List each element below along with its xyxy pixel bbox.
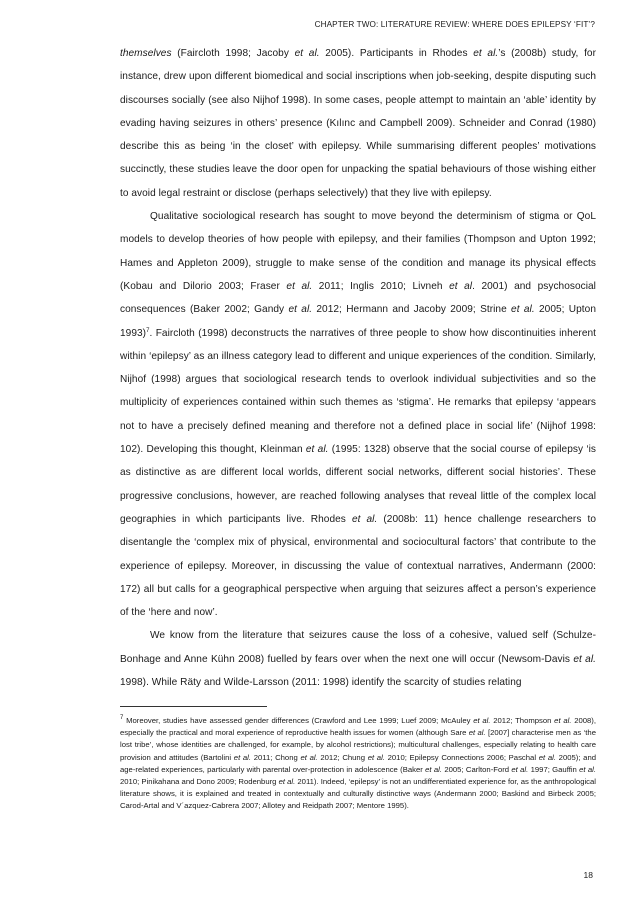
footnote-reference: 7 bbox=[146, 327, 150, 334]
italic-text: et al. bbox=[511, 764, 529, 774]
text-run: 2008), especially the practical and moral experience of reproductive health issues for women (although Sare bbox=[120, 716, 596, 738]
italic-text: et al. bbox=[468, 728, 486, 738]
italic-text: et al. bbox=[554, 716, 572, 725]
italic-text: et al. bbox=[351, 513, 378, 525]
italic-text: et al. bbox=[294, 48, 320, 59]
text-run: 2005; Carlton-Ford bbox=[442, 764, 512, 774]
italic-text: et al. bbox=[300, 752, 318, 762]
footnote-marker: 7 bbox=[120, 715, 124, 721]
text-run: 2012; Chung bbox=[317, 752, 368, 762]
text-run: 2011; Chong bbox=[251, 752, 301, 762]
text-run: ’s (2008b) study, for instance, drew upon different biomedical and social inscriptions when job-seeking, despite disputing such discourses socially (see also Nijhof 1998). In some cases, people attempt to maintain an ‘able’ identity by evading having seizures in others’ presence (Kılınc and Campbell 2009). Schneider and Conrad (1980) describe this as being ‘in the closet’ with epilepsy. While summarising different peoples’ motivations succinctly, these studies leave the door open for unpacking the spatial behaviours of those wishing either to avoid legal restraint or disclose (perhaps selectively) that they live with epilepsy. bbox=[120, 48, 596, 199]
italic-text: et al. bbox=[473, 48, 499, 59]
text-run: 2011). Indeed, ‘epilepsy’ is not an undifferentiated experience for, as the anthropological literature shows, it is explained and treated in contextually and culturally distinctive ways (Andermann 2000; Baskind and Birbeck 2005; Carod-Artal and V´azquez-Cabrera 2007; Allotey and Reidpath 2007; Mentore 1995). bbox=[120, 777, 597, 811]
text-run: 1998). While Räty and Wilde-Larsson (2011: 1998) identify the scarcity of studies relating bbox=[120, 677, 522, 689]
text-run: 2010; Epilepsy Connections 2006; Paschal bbox=[384, 752, 539, 762]
italic-text: et al. bbox=[286, 280, 313, 292]
text-run: . 2001) and psychosocial consequences (Baker 2002; Gandy bbox=[120, 280, 596, 316]
italic-text: et al. bbox=[288, 304, 313, 316]
text-run: (2008b: 11) hence challenge researchers to disentangle the ‘complex mix of physical, environmental and sociocultural factors’ that contribute to the experience of epilepsy. Moreover, in discussing the value of contextual narratives, Andermann (2000: 172) all but calls for a geographical perspective when arguing that seizures affect a person’s experience of the ‘here and now’. bbox=[120, 513, 597, 619]
text-run: 2012; Thompson bbox=[490, 716, 555, 725]
text-run: 2010; Pinikahana and Dono 2009; Rodenburg bbox=[120, 777, 279, 787]
italic-text: et al. bbox=[425, 764, 443, 774]
paragraph bbox=[120, 624, 596, 694]
italic-text: et al. bbox=[278, 777, 296, 787]
italic-text: et al. bbox=[538, 752, 556, 762]
text-run: 2005); and age-related experiences, particularly with parental over-protection in adolescence (Baker bbox=[120, 752, 596, 774]
text-run: Moreover, studies have assessed gender differences (Crawford and Lee 1999; Luef 2009; McAuley bbox=[123, 716, 474, 725]
text-run: 1997; Gauffin bbox=[528, 764, 580, 774]
text-run: 2011; Inglis 2010; Livneh bbox=[312, 280, 450, 292]
page-number: 18 bbox=[583, 870, 593, 880]
text-run: (Faircloth 1998; Jacoby bbox=[171, 48, 295, 59]
italic-text: et al. bbox=[367, 752, 385, 762]
body-text bbox=[120, 42, 596, 694]
italic-text: themselves bbox=[120, 48, 172, 59]
italic-text: et al. bbox=[579, 764, 597, 774]
italic-text: et al. bbox=[233, 752, 252, 762]
running-header: CHAPTER TWO: LITERATURE REVIEW: WHERE DOES EPILEPSY ‘FIT’? bbox=[314, 20, 595, 29]
text-run: 2005). Participants in Rhodes bbox=[319, 48, 474, 59]
text-run: . Faircloth (1998) deconstructs the narratives of three people to show how discontinuities inherent within ‘epilepsy’ as an illness category lead to different and unique experiences of the condition. Similarly, Nijhof (1998) argues that sociological research tends to overlook individual subjectivities and so the multiplicity of experiences contained within such themes as ‘stigma’. He remarks that epilepsy ‘appears not to have a precisely defined meaning and therefore not a defined place in social life’ (Nijhof 1998: 102). Developing this thought, Kleinman bbox=[120, 327, 596, 456]
text-run: (1995: 1328) observe that the social course of epilepsy ‘is as distinctive as are different local worlds, different social networks, different social histories’. These progressive conclusions, however, are reached following analyses that reveal little of the complex local geographies in which participants live. Rhodes bbox=[120, 444, 597, 525]
italic-text: et al. bbox=[573, 653, 596, 665]
text-run: Qualitative sociological research has sought to move beyond the determinism of stigma or QoL models to develop theories of how people with epilepsy, and their families (Thompson and Upton 1992; Hames and Appleton 2009), struggle to make sense of the condition and manage its physical effects (Kobau and Dilorio 2003; Fraser bbox=[120, 211, 596, 292]
text-run: [2007] characterise men as ‘the lost tribe’, whose identities are challenged, for example, by alcohol restrictions); multicultural challenges, especially relating to health care provision and attitudes (Bartolini bbox=[120, 728, 596, 762]
text-run: We know from the literature that seizures cause the loss of a cohesive, valued self (Schulze-Bonhage and Anne Kühn 2008) fuelled by fears over when the next one will occur (Newsom-Davis bbox=[120, 630, 596, 665]
text-run: 2012; Hermann and Jacoby 2009; Strine bbox=[312, 304, 512, 316]
paragraph bbox=[120, 205, 596, 624]
footnote-separator bbox=[120, 706, 267, 707]
italic-text: et al. bbox=[305, 444, 329, 456]
italic-text: et al. bbox=[473, 716, 491, 725]
text-run: 2005; Upton 1993) bbox=[120, 304, 596, 339]
footnote bbox=[120, 715, 596, 813]
paragraph bbox=[120, 42, 596, 205]
italic-text: et al. bbox=[511, 304, 535, 316]
italic-text: et al bbox=[449, 280, 473, 292]
